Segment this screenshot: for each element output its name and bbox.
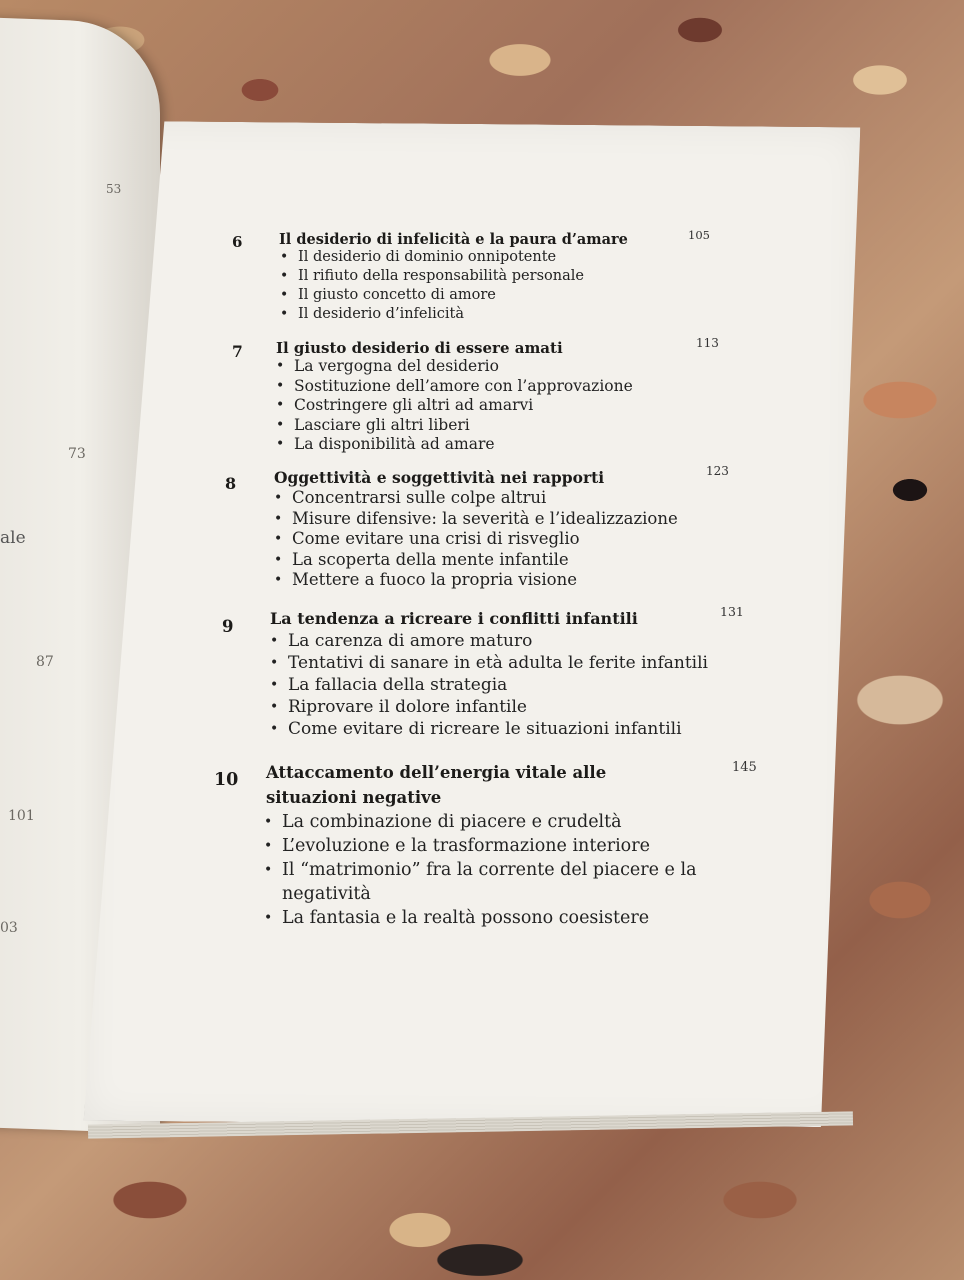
section-list (274, 488, 678, 591)
chapter-number: 10 (214, 770, 239, 790)
section-item: • La vergogna del desiderio (276, 357, 633, 377)
section-item: • La combinazione di piacere e crudeltà (264, 810, 697, 834)
section-list (280, 248, 584, 324)
chapter-title-line-1: Attaccamento dell’energia vitale alle (266, 763, 607, 782)
section-item-continuation-text: negatività (282, 884, 371, 904)
chapter-page-number: 145 (732, 760, 757, 775)
section-item: • Lasciare gli altri liberi (276, 416, 633, 436)
left-page-number: 73 (68, 446, 86, 462)
section-list (264, 810, 697, 930)
chapter-title-line-2: situazioni negative (266, 788, 442, 807)
section-item: • La scoperta della mente infantile (274, 550, 678, 571)
section-item: • Riprovare il dolore infantile (270, 696, 708, 718)
chapter-page-number: 113 (696, 336, 719, 350)
left-page-number: 87 (36, 654, 54, 670)
section-item: • Il desiderio di dominio onnipotente (280, 248, 584, 267)
chapter-number: 8 (225, 474, 237, 493)
section-item: • Il rifiuto della responsabilità personale (280, 267, 584, 286)
chapter-number: 7 (232, 342, 243, 361)
section-item: • La carenza di amore maturo (270, 630, 708, 652)
chapter-title: Il giusto desiderio di essere amati (276, 339, 563, 357)
left-page-number: 101 (8, 808, 35, 824)
chapter-number: 6 (232, 233, 243, 251)
section-item: • Tentativi di sanare in età adulta le ferite infantili (270, 652, 708, 674)
section-item: • Sostituzione dell’amore con l’approvazione (276, 377, 633, 397)
chapter-page-number: 131 (720, 604, 744, 619)
chapter-page-number: 123 (706, 464, 729, 478)
chapter-page-number: 105 (688, 228, 710, 242)
section-item: • La fantasia e la realtà possono coesistere (264, 906, 697, 930)
section-item-continuation (264, 882, 697, 906)
chapter-title: Il desiderio di infelicità e la paura d’amare (279, 231, 628, 248)
section-item: • Come evitare di ricreare le situazioni infantili (270, 718, 708, 740)
left-page-number: 53 (106, 182, 122, 196)
left-page-text-fragment: ale (0, 528, 26, 548)
chapter-number: 9 (222, 617, 234, 636)
chapter-title: La tendenza a ricreare i conflitti infantili (270, 609, 638, 628)
section-item: • La disponibilità ad amare (276, 435, 633, 455)
section-item: • Costringere gli altri ad amarvi (276, 396, 633, 416)
section-item: • Come evitare una crisi di risveglio (274, 529, 678, 550)
section-list (270, 630, 708, 740)
section-list (276, 357, 633, 455)
section-item: • L’evoluzione e la trasformazione interiore (264, 834, 697, 858)
section-item: • Misure difensive: la severità e l’idealizzazione (274, 509, 678, 530)
chapter-title: Oggettività e soggettività nei rapporti (274, 468, 605, 487)
left-page-number: 03 (0, 920, 18, 936)
section-item: • Il “matrimonio” fra la corrente del piacere e la (264, 858, 697, 882)
section-item: • Il desiderio d’infelicità (280, 305, 584, 324)
section-item: • Concentrarsi sulle colpe altrui (274, 488, 678, 509)
section-item: • La fallacia della strategia (270, 674, 708, 696)
section-item: • Mettere a fuoco la propria visione (274, 570, 678, 591)
section-item: • Il giusto concetto di amore (280, 286, 584, 305)
